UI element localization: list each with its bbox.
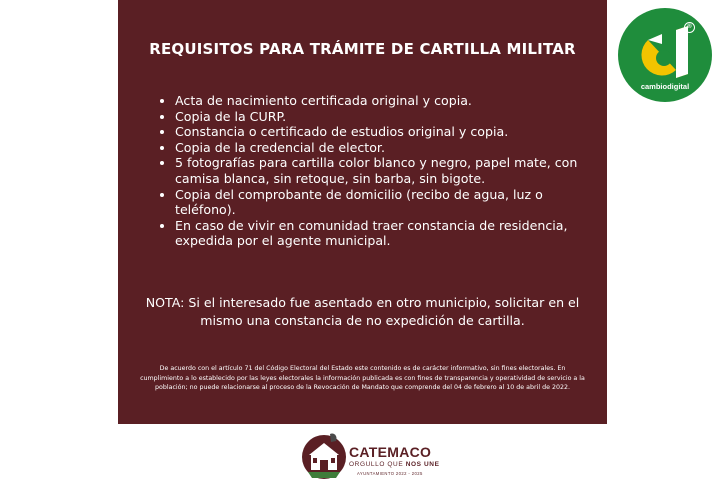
requirement-item: • Copia de la credencial de elector. xyxy=(175,140,585,156)
requirements-list xyxy=(160,93,585,249)
poster-panel xyxy=(118,0,607,424)
requirement-item: • Copia de la CURP. xyxy=(175,109,585,125)
catemaco-name: CATEMACO xyxy=(349,444,432,460)
requirement-item: • Copia del comprobante de domicilio (recibo de agua, luz o teléfono). xyxy=(175,187,585,218)
legal-disclaimer: De acuerdo con el artículo 71 del Código Electoral del Estado este contenido es de carácter informativo, sin fines electorales. En cumplimiento a lo establecido por las leyes electorales la información publicada es con fines de transparencia y operatividad de servicio a la población; no puede relacionarse al proceso de la Revocación de Mandato que comprende del 04 de febrero al 10 de abril de 2022. xyxy=(140,365,585,392)
cambio-digital-wordmark: cambiodigital xyxy=(640,82,690,91)
nota-text: NOTA: Si el interesado fue asentado en otro municipio, solicitar en el mismo una constancia de no expedición de cartilla. xyxy=(145,295,580,328)
poster-title: REQUISITOS PARA TRÁMITE DE CARTILLA MILITAR xyxy=(149,40,576,58)
requirement-item: • Acta de nacimiento certificada original y copia. xyxy=(175,93,585,109)
catemaco-slogan: ORGULLO QUE NOS UNE xyxy=(349,461,440,468)
cambio-digital-logo-icon[interactable] xyxy=(618,8,712,102)
registered-mark: ® xyxy=(684,22,695,33)
requirement-item: • Constancia o certificado de estudios original y copia. xyxy=(175,124,585,140)
catemaco-period: AYUNTAMIENTO 2022 - 2025 xyxy=(357,471,423,476)
requirement-item: • 5 fotografías para cartilla color blanco y negro, papel mate, con camisa blanca, sin retoque, sin barba, sin bigote. xyxy=(175,155,585,186)
catemaco-emblem-icon xyxy=(300,430,348,482)
requirement-item: • En caso de vivir en comunidad traer constancia de residencia, expedida por el agente municipal. xyxy=(175,218,585,249)
